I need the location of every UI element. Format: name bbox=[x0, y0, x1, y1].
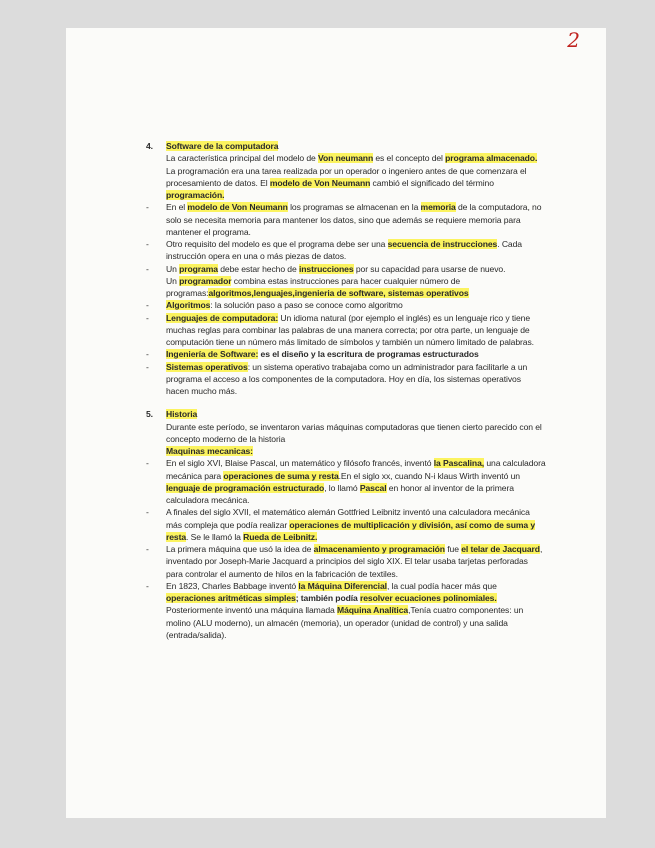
dash-bullet-icon: - bbox=[146, 312, 149, 323]
text-run: debe estar hecho de bbox=[217, 263, 299, 274]
document-body bbox=[146, 140, 546, 641]
highlighted-text: algoritmos,lenguajes,ingenieria de software, sistemas operativos bbox=[208, 288, 469, 298]
paragraph bbox=[166, 421, 546, 446]
text-run: En el siglo XVI, Blaise Pascal, un matemático y filósofo francés, inventó bbox=[166, 458, 434, 469]
highlighted-text: operaciones aritméticas simples bbox=[166, 593, 296, 603]
text-run: Un idioma natural (por ejemplo el inglés) es un lenguaje rico y tiene muchas reglas para combinar las palabras de una manera correcta; por otra parte, un lenguaje de computación tiene un número más limitado de símbolos y también un número limitado de palabras. bbox=[166, 312, 534, 347]
text-run: . Cada instrucción opera en una o más piezas de datos. bbox=[166, 239, 522, 262]
text-run: cambió el significado del término bbox=[370, 177, 494, 188]
dash-bullet-icon: - bbox=[146, 580, 149, 591]
handwritten-page-number: 2 bbox=[567, 28, 580, 52]
highlighted-text: resolver ecuaciones polinomiales. bbox=[360, 593, 497, 603]
text-run: La característica principal del modelo de bbox=[166, 153, 319, 164]
text-run: La programación era una tarea realizada por un operador o ingeniero antes de que comenzara el procesamiento de datos. El bbox=[166, 165, 527, 188]
highlighted-text: Von neumann bbox=[318, 153, 374, 164]
text-run: Un bbox=[166, 263, 180, 274]
text-run: , inventado por Joseph-Marie Jacquard a principios del siglo XIX. El telar usaba tarjetas perforadas para controlar el aumento de hilos en la fabricación de textiles. bbox=[166, 544, 543, 579]
highlighted-text: programa almacenado. bbox=[445, 153, 538, 164]
text-run: A finales del siglo XVII, el matemático alemán Gottfried Leibnitz inventó una calculadora mecánica más compleja que podía realizar bbox=[166, 507, 530, 530]
highlighted-text: Máquina Analítica bbox=[337, 605, 409, 616]
bullet-item bbox=[146, 238, 546, 263]
dash-bullet-icon: - bbox=[146, 507, 149, 518]
document-page bbox=[66, 28, 606, 818]
dash-bullet-icon: - bbox=[146, 263, 149, 274]
highlighted-text: la Pascalina, bbox=[433, 458, 485, 469]
paragraph bbox=[166, 275, 546, 300]
highlighted-text: programación. bbox=[166, 190, 225, 200]
highlighted-text: instrucciones bbox=[298, 263, 354, 274]
highlighted-text: Rueda de Leibnitz. bbox=[243, 531, 318, 542]
text-run: Durante este período, se inventaron varias máquinas computadoras que tienen cierto parecido con el concepto moderno de la historia bbox=[166, 421, 542, 444]
highlighted-text: operaciones de multiplicación y división, así como de suma y resta bbox=[166, 519, 536, 542]
bullet-item bbox=[146, 201, 546, 238]
highlighted-text: memoria bbox=[420, 202, 456, 213]
section-number: 5. bbox=[146, 409, 153, 420]
text-run: .En el siglo xx, cuando N-i klaus Wirth inventó un bbox=[338, 470, 520, 481]
text-run: Posteriormente inventó una máquina llamada bbox=[166, 605, 338, 616]
dash-bullet-icon: - bbox=[146, 300, 149, 311]
text-run: La primera máquina que usó la idea de bbox=[166, 544, 314, 554]
bullet-item bbox=[146, 457, 546, 506]
text-run: en honor al inventor de la primera calculadora mecánica. bbox=[166, 482, 514, 505]
highlighted-text: el telar de Jacquard bbox=[461, 544, 540, 554]
section-history bbox=[146, 408, 546, 641]
bullet-item bbox=[146, 543, 546, 580]
text-run: : un sistema operativo trabajaba como un administrador para facilitarle a un programa el acceso a los componentes de la computadora. Hoy en día, los sistemas operativos hacen mucho más. bbox=[166, 361, 528, 396]
section-title: Historia bbox=[166, 409, 198, 420]
highlighted-text: modelo de Von Neumann bbox=[187, 202, 288, 213]
text-run: Otro requisito del modelo es que el programa debe ser una bbox=[166, 239, 388, 249]
bullet-item bbox=[146, 263, 546, 275]
highlighted-text: programa bbox=[179, 263, 218, 274]
bullet-item bbox=[146, 348, 546, 360]
dash-bullet-icon: - bbox=[146, 202, 149, 213]
text-run: de la computadora, no solo se necesita memoria para mantener los datos, sino que además se requiere memoria para mantener el programa. bbox=[166, 202, 542, 237]
bullet-item bbox=[146, 299, 546, 311]
text-run: es el concepto del bbox=[373, 153, 446, 164]
highlighted-text: secuencia de instrucciones bbox=[387, 239, 498, 249]
highlighted-text: Algoritmos bbox=[166, 300, 211, 311]
section-software bbox=[146, 140, 546, 397]
bullet-item bbox=[146, 580, 546, 641]
text-run: En 1823, Charles Babbage inventó bbox=[166, 580, 299, 591]
highlighted-text: operaciones de suma y resta bbox=[223, 470, 339, 481]
text-run: En el bbox=[166, 202, 188, 213]
section-title: Software de la computadora bbox=[166, 141, 279, 151]
highlighted-text: la Máquina Diferencial bbox=[298, 580, 387, 591]
text-run: los programas se almacenan en la bbox=[287, 202, 421, 213]
highlighted-text: lenguaje de programación estructurado bbox=[166, 482, 325, 493]
text-run: una calculadora mecánica para bbox=[166, 458, 546, 481]
text-run: ,Tenía cuatro componentes: un molino (ALU moderno), un almacén (memoria), un operador (unidad de control) y una salida (entrada/salida). bbox=[166, 605, 524, 640]
section-number: 4. bbox=[146, 141, 153, 151]
text-run: ; también podía bbox=[295, 593, 360, 603]
highlighted-text: Lenguajes de computadora: bbox=[166, 312, 279, 323]
text-run: , la cual podía hacer más que bbox=[386, 580, 497, 591]
bullet-list bbox=[146, 201, 546, 275]
subsection-title: Maquinas mecanicas: bbox=[166, 446, 253, 456]
text-run: por su capacidad para usarse de nuevo. bbox=[353, 263, 506, 274]
bullet-item bbox=[146, 361, 546, 398]
highlighted-text: Ingeniería de Software: bbox=[166, 349, 259, 360]
bullet-item bbox=[146, 312, 546, 349]
bullet-list bbox=[146, 457, 546, 641]
text-run: fue bbox=[444, 544, 462, 554]
text-run: . Se le llamó la bbox=[186, 531, 244, 542]
text-run: es el diseño y la escritura de programas estructurados bbox=[258, 349, 479, 360]
bullet-item bbox=[146, 506, 546, 543]
dash-bullet-icon: - bbox=[146, 544, 149, 554]
highlighted-text: almacenamiento y programación bbox=[313, 544, 445, 554]
dash-bullet-icon: - bbox=[146, 239, 149, 249]
text-run: , lo llamó bbox=[324, 482, 360, 493]
dash-bullet-icon: - bbox=[146, 458, 149, 469]
dash-bullet-icon: - bbox=[146, 361, 149, 372]
text-run: combina estas instrucciones para hacer cualquier número de programas: bbox=[166, 275, 461, 298]
bullet-list bbox=[146, 299, 546, 397]
text-run: Un bbox=[166, 275, 180, 286]
highlighted-text: Sistemas operativos bbox=[166, 361, 248, 372]
highlighted-text: modelo de Von Neumann bbox=[269, 177, 371, 188]
highlighted-text: programador bbox=[179, 275, 232, 286]
text-run: : la solución paso a paso se conoce como algoritmo bbox=[210, 300, 403, 311]
paragraph bbox=[166, 152, 546, 201]
dash-bullet-icon: - bbox=[146, 349, 149, 360]
highlighted-text: Pascal bbox=[359, 482, 387, 493]
